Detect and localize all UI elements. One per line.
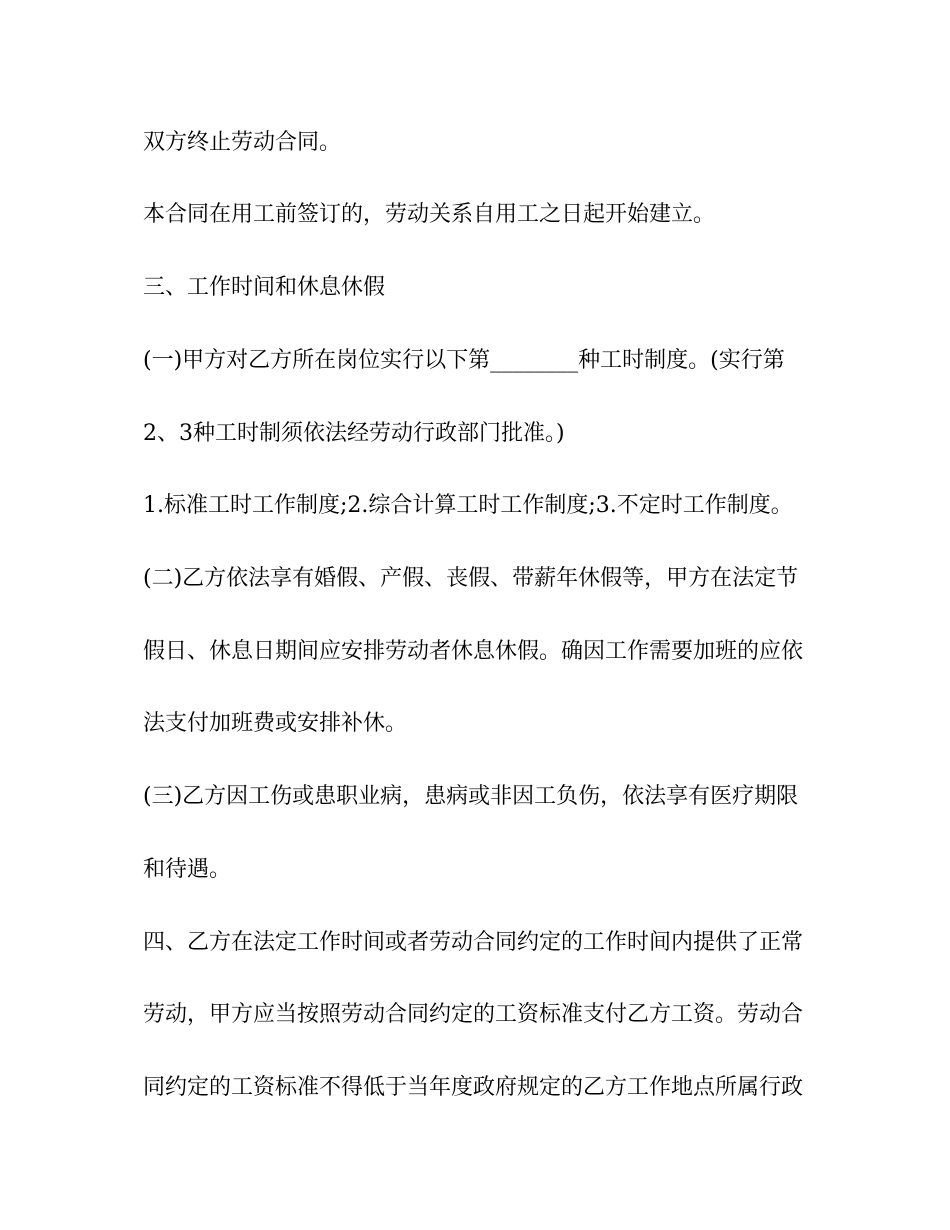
text-line-5: 2、3种工时制须依法经劳动行政部门批准。) — [143, 421, 565, 446]
text-line-10: (三)乙方因工伤或患职业病，患病或非因工负伤，依法享有医疗期限 — [143, 784, 799, 809]
text-line-11: 和待遇。 — [143, 857, 232, 882]
text-line-1: 双方终止劳动合同。 — [143, 130, 342, 155]
text-line-6: 1.标准工时工作制度;2.综合计算工时工作制度;3.不定时工作制度。 — [143, 493, 793, 518]
text-line-13: 劳动，甲方应当按照劳动合同约定的工资标准支付乙方工资。劳动合 — [143, 1002, 804, 1027]
text-line-14: 同约定的工资标准不得低于当年度政府规定的乙方工作地点所属行政 — [143, 1075, 804, 1100]
section-heading-3: 三、工作时间和休息休假 — [143, 275, 386, 300]
text-line-4: (一)甲方对乙方所在岗位实行以下第________种工时制度。(实行第 — [143, 348, 785, 373]
text-line-7: (二)乙方依法享有婚假、产假、丧假、带薪年休假等，甲方在法定节 — [143, 566, 799, 591]
section-heading-12: 四、乙方在法定工作时间或者劳动合同约定的工作时间内提供了正常 — [143, 930, 804, 955]
text-line-8: 假日、休息日期间应安排劳动者休息休假。确因工作需要加班的应依 — [143, 639, 804, 664]
text-line-9: 法支付加班费或安排补休。 — [143, 711, 408, 736]
text-line-2: 本合同在用工前签订的，劳动关系自用工之日起开始建立。 — [143, 202, 716, 227]
